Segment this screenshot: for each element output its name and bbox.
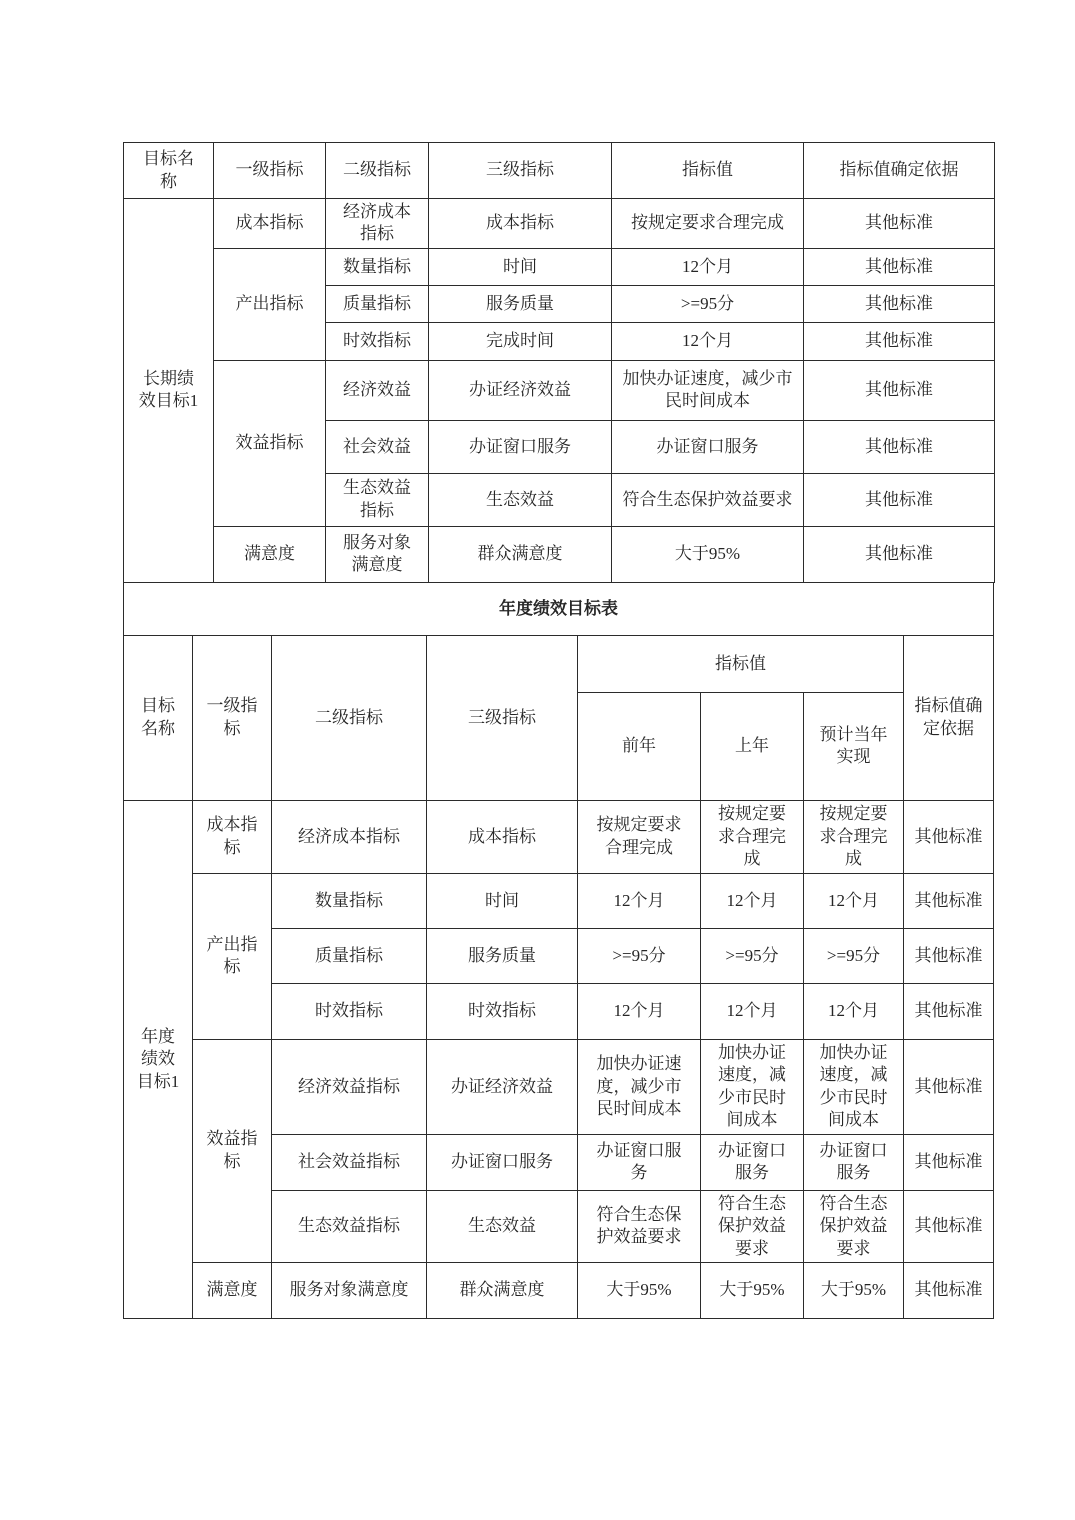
- cell-level3: 生态效益: [427, 1190, 578, 1262]
- cell-basis: 其他标准: [904, 983, 994, 1039]
- cell-basis: 其他标准: [804, 199, 995, 249]
- cell-value: 大于95%: [612, 526, 804, 582]
- header-indicator-value-group: 指标值: [578, 635, 904, 692]
- cell-expected-current-year: 加快办证速度，减少市民时间成本: [804, 1039, 904, 1134]
- cell-level3: 办证窗口服务: [429, 420, 612, 473]
- header-goal-name: 目标名称: [124, 143, 214, 199]
- cell-basis: 其他标准: [904, 928, 994, 983]
- cell-last-year: 加快办证速度，减少市民时间成本: [701, 1039, 804, 1134]
- cell-level3: 群众满意度: [429, 526, 612, 582]
- cell-goal-name: 年度绩效目标1: [124, 800, 193, 1318]
- table-row: [124, 1039, 994, 1134]
- cell-last-year: 12个月: [701, 983, 804, 1039]
- header-level1-indicator: 一级指标: [193, 635, 272, 800]
- cell-level2: 经济效益指标: [272, 1039, 427, 1134]
- cell-level2: 质量指标: [326, 285, 429, 322]
- cell-level1: 效益指标: [214, 360, 326, 526]
- cell-level3: 办证经济效益: [427, 1039, 578, 1134]
- cell-expected-current-year: 办证窗口服务: [804, 1134, 904, 1190]
- cell-level2: 质量指标: [272, 928, 427, 983]
- cell-level3: 服务质量: [429, 285, 612, 322]
- cell-last-year: 大于95%: [701, 1262, 804, 1318]
- cell-level2: 数量指标: [326, 248, 429, 285]
- header-level3-indicator: 三级指标: [427, 635, 578, 800]
- cell-level3: 成本指标: [429, 199, 612, 249]
- cell-level2: 经济效益: [326, 360, 429, 420]
- table-row: [124, 199, 995, 249]
- cell-level2: 数量指标: [272, 873, 427, 928]
- header-value-basis: 指标值确定依据: [804, 143, 995, 199]
- cell-level2: 经济成本指标: [326, 199, 429, 249]
- header-value-basis: 指标值确定依据: [904, 635, 994, 800]
- cell-level3: 时效指标: [427, 983, 578, 1039]
- cell-year-before-last: 按规定要求合理完成: [578, 800, 701, 873]
- cell-basis: 其他标准: [904, 1262, 994, 1318]
- cell-level1: 成本指标: [214, 199, 326, 249]
- table-row: [124, 1262, 994, 1318]
- cell-goal-name: 长期绩效目标1: [124, 199, 214, 583]
- cell-level1: 满意度: [214, 526, 326, 582]
- performance-goal-document: [123, 142, 994, 1319]
- header-level2-indicator: 二级指标: [272, 635, 427, 800]
- cell-level2: 服务对象满意度: [326, 526, 429, 582]
- cell-level2: 生态效益指标: [272, 1190, 427, 1262]
- cell-year-before-last: 12个月: [578, 983, 701, 1039]
- cell-level2: 时效指标: [272, 983, 427, 1039]
- cell-level1: 产出指标: [214, 248, 326, 360]
- cell-level2: 社会效益指标: [272, 1134, 427, 1190]
- long-term-header-row: [124, 143, 995, 199]
- header-last-year: 上年: [701, 692, 804, 800]
- header-indicator-value: 指标值: [612, 143, 804, 199]
- cell-basis: 其他标准: [804, 322, 995, 360]
- cell-year-before-last: 符合生态保护效益要求: [578, 1190, 701, 1262]
- cell-expected-current-year: 按规定要求合理完成: [804, 800, 904, 873]
- cell-year-before-last: 大于95%: [578, 1262, 701, 1318]
- cell-value: 12个月: [612, 322, 804, 360]
- cell-last-year: >=95分: [701, 928, 804, 983]
- cell-expected-current-year: 大于95%: [804, 1262, 904, 1318]
- table-row: [124, 526, 995, 582]
- cell-level1: 成本指标: [193, 800, 272, 873]
- cell-year-before-last: >=95分: [578, 928, 701, 983]
- cell-basis: 其他标准: [804, 248, 995, 285]
- annual-header-row-top: [124, 635, 994, 692]
- annual-table-title: 年度绩效目标表: [123, 583, 994, 635]
- cell-level2: 经济成本指标: [272, 800, 427, 873]
- cell-level3: 办证经济效益: [429, 360, 612, 420]
- cell-level1: 产出指标: [193, 873, 272, 1039]
- cell-year-before-last: 12个月: [578, 873, 701, 928]
- cell-basis: 其他标准: [904, 800, 994, 873]
- table-row: [124, 360, 995, 420]
- cell-year-before-last: 办证窗口服务: [578, 1134, 701, 1190]
- cell-level3: 成本指标: [427, 800, 578, 873]
- cell-level3: 时间: [429, 248, 612, 285]
- cell-level3: 办证窗口服务: [427, 1134, 578, 1190]
- table-row: [124, 873, 994, 928]
- cell-level2: 社会效益: [326, 420, 429, 473]
- cell-level3: 群众满意度: [427, 1262, 578, 1318]
- header-goal-name: 目标名称: [124, 635, 193, 800]
- cell-level2: 生态效益指标: [326, 473, 429, 526]
- cell-value: >=95分: [612, 285, 804, 322]
- header-level1-indicator: 一级指标: [214, 143, 326, 199]
- header-level3-indicator: 三级指标: [429, 143, 612, 199]
- header-level2-indicator: 二级指标: [326, 143, 429, 199]
- cell-last-year: 12个月: [701, 873, 804, 928]
- cell-basis: 其他标准: [804, 473, 995, 526]
- cell-last-year: 办证窗口服务: [701, 1134, 804, 1190]
- cell-basis: 其他标准: [904, 1134, 994, 1190]
- cell-level3: 生态效益: [429, 473, 612, 526]
- cell-level3: 时间: [427, 873, 578, 928]
- cell-value: 按规定要求合理完成: [612, 199, 804, 249]
- cell-level1: 效益指标: [193, 1039, 272, 1262]
- long-term-goal-table: [123, 142, 995, 583]
- cell-level2: 时效指标: [326, 322, 429, 360]
- table-row: [124, 248, 995, 285]
- cell-basis: 其他标准: [804, 285, 995, 322]
- cell-last-year: 按规定要求合理完成: [701, 800, 804, 873]
- cell-level2: 服务对象满意度: [272, 1262, 427, 1318]
- cell-value: 加快办证速度，减少市民时间成本: [612, 360, 804, 420]
- annual-goal-table: [123, 635, 994, 1319]
- header-expected-current-year: 预计当年实现: [804, 692, 904, 800]
- cell-expected-current-year: >=95分: [804, 928, 904, 983]
- cell-expected-current-year: 符合生态保护效益要求: [804, 1190, 904, 1262]
- cell-basis: 其他标准: [804, 526, 995, 582]
- table-row: [124, 800, 994, 873]
- cell-basis: 其他标准: [904, 873, 994, 928]
- cell-year-before-last: 加快办证速度，减少市民时间成本: [578, 1039, 701, 1134]
- cell-expected-current-year: 12个月: [804, 873, 904, 928]
- cell-level3: 完成时间: [429, 322, 612, 360]
- cell-basis: 其他标准: [804, 360, 995, 420]
- cell-value: 办证窗口服务: [612, 420, 804, 473]
- cell-basis: 其他标准: [904, 1039, 994, 1134]
- cell-last-year: 符合生态保护效益要求: [701, 1190, 804, 1262]
- header-year-before-last: 前年: [578, 692, 701, 800]
- cell-value: 符合生态保护效益要求: [612, 473, 804, 526]
- cell-value: 12个月: [612, 248, 804, 285]
- cell-level1: 满意度: [193, 1262, 272, 1318]
- cell-basis: 其他标准: [904, 1190, 994, 1262]
- cell-level3: 服务质量: [427, 928, 578, 983]
- cell-expected-current-year: 12个月: [804, 983, 904, 1039]
- cell-basis: 其他标准: [804, 420, 995, 473]
